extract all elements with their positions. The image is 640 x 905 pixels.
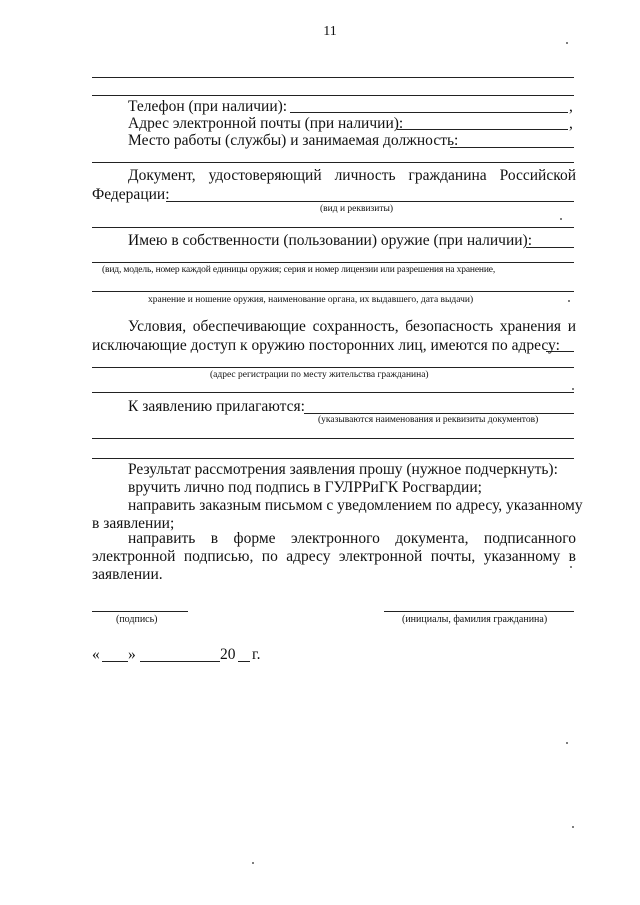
name-line xyxy=(384,611,574,612)
id-document-field-line xyxy=(166,201,574,202)
attach-label: К заявлению прилагаются: xyxy=(128,398,305,415)
scan-speck xyxy=(568,300,570,302)
phone-label: Телефон (при наличии): xyxy=(128,98,288,115)
work-field-line xyxy=(450,147,574,148)
blank-line xyxy=(92,162,574,163)
weapon-label: Имею в собственности (пользовании) оружие (при наличии): xyxy=(128,232,533,249)
scan-speck xyxy=(560,218,562,220)
work-label: Место работы (службы) и занимаемая должность: xyxy=(128,132,459,149)
result-option-electronic-cont: электронной подписью, по адресу электронной почты, указанному в xyxy=(92,548,576,565)
date-day-line xyxy=(102,661,128,662)
blank-line xyxy=(92,458,574,459)
email-label: Адрес электронной почты (при наличии): xyxy=(128,115,404,132)
scan-speck xyxy=(572,826,574,828)
blank-line xyxy=(92,367,574,368)
blank-line xyxy=(92,77,574,78)
blank-line xyxy=(92,262,574,263)
blank-line xyxy=(92,95,574,96)
attach-caption: (указываются наименования и реквизиты документов) xyxy=(318,415,539,425)
signature-line xyxy=(92,611,188,612)
id-document-line-1: Документ, удостоверяющий личность гражданина Российской xyxy=(128,167,576,184)
phone-field-line xyxy=(290,112,568,113)
date-close-quote: » xyxy=(128,646,136,663)
scan-speck xyxy=(566,42,568,44)
id-document-caption: (вид и реквизиты) xyxy=(320,204,394,214)
scan-speck xyxy=(570,566,572,568)
result-heading: Результат рассмотрения заявления прошу (нужное подчеркнуть): xyxy=(128,461,558,478)
phone-end: , xyxy=(569,98,573,115)
conditions-line-2: исключающие доступ к оружию посторонних лиц, имеются по адресу: xyxy=(92,337,560,354)
weapon-field-line xyxy=(526,247,574,248)
date-year-suffix: г. xyxy=(252,646,261,663)
email-end: , xyxy=(569,115,573,132)
result-option-hand-delivery: вручить лично под подпись в ГУЛРРиГК Росгвардии; xyxy=(128,479,482,496)
id-document-line-2: Федерации: xyxy=(92,186,170,203)
blank-line xyxy=(92,392,574,393)
weapon-caption-2: хранение и ношение оружия, наименование органа, их выдавшего, дата выдачи) xyxy=(148,295,474,305)
email-field-line xyxy=(397,129,568,130)
result-option-electronic: направить в форме электронного документа, подписанного xyxy=(128,530,576,547)
weapon-caption-1: (вид, модель, номер каждой единицы оружия; серия и номер лицензии или разрешения на хранение, xyxy=(102,265,496,275)
address-caption: (адрес регистрации по месту жительства гражданина) xyxy=(210,370,429,380)
date-year-line xyxy=(238,661,250,662)
scan-speck xyxy=(252,862,254,864)
result-option-electronic-end: заявлении. xyxy=(92,566,163,583)
blank-line xyxy=(92,438,574,439)
scan-speck xyxy=(572,388,574,390)
result-option-registered-mail: направить заказным письмом с уведомлением по адресу, указанному xyxy=(128,497,583,514)
name-caption: (инициалы, фамилия гражданина) xyxy=(402,614,548,625)
blank-line xyxy=(92,291,574,292)
conditions-line-1: Условия, обеспечивающие сохранность, безопасность хранения и xyxy=(128,318,576,335)
page-number: 11 xyxy=(323,24,337,39)
signature-caption: (подпись) xyxy=(116,614,158,625)
blank-line xyxy=(92,227,574,228)
date-open-quote: « xyxy=(92,646,100,663)
date-month-line xyxy=(140,661,220,662)
scan-speck xyxy=(566,742,568,744)
result-option-registered-mail-cont: в заявлении; xyxy=(92,515,175,532)
conditions-field-line xyxy=(546,351,574,352)
date-year-prefix: 20 xyxy=(220,646,236,663)
